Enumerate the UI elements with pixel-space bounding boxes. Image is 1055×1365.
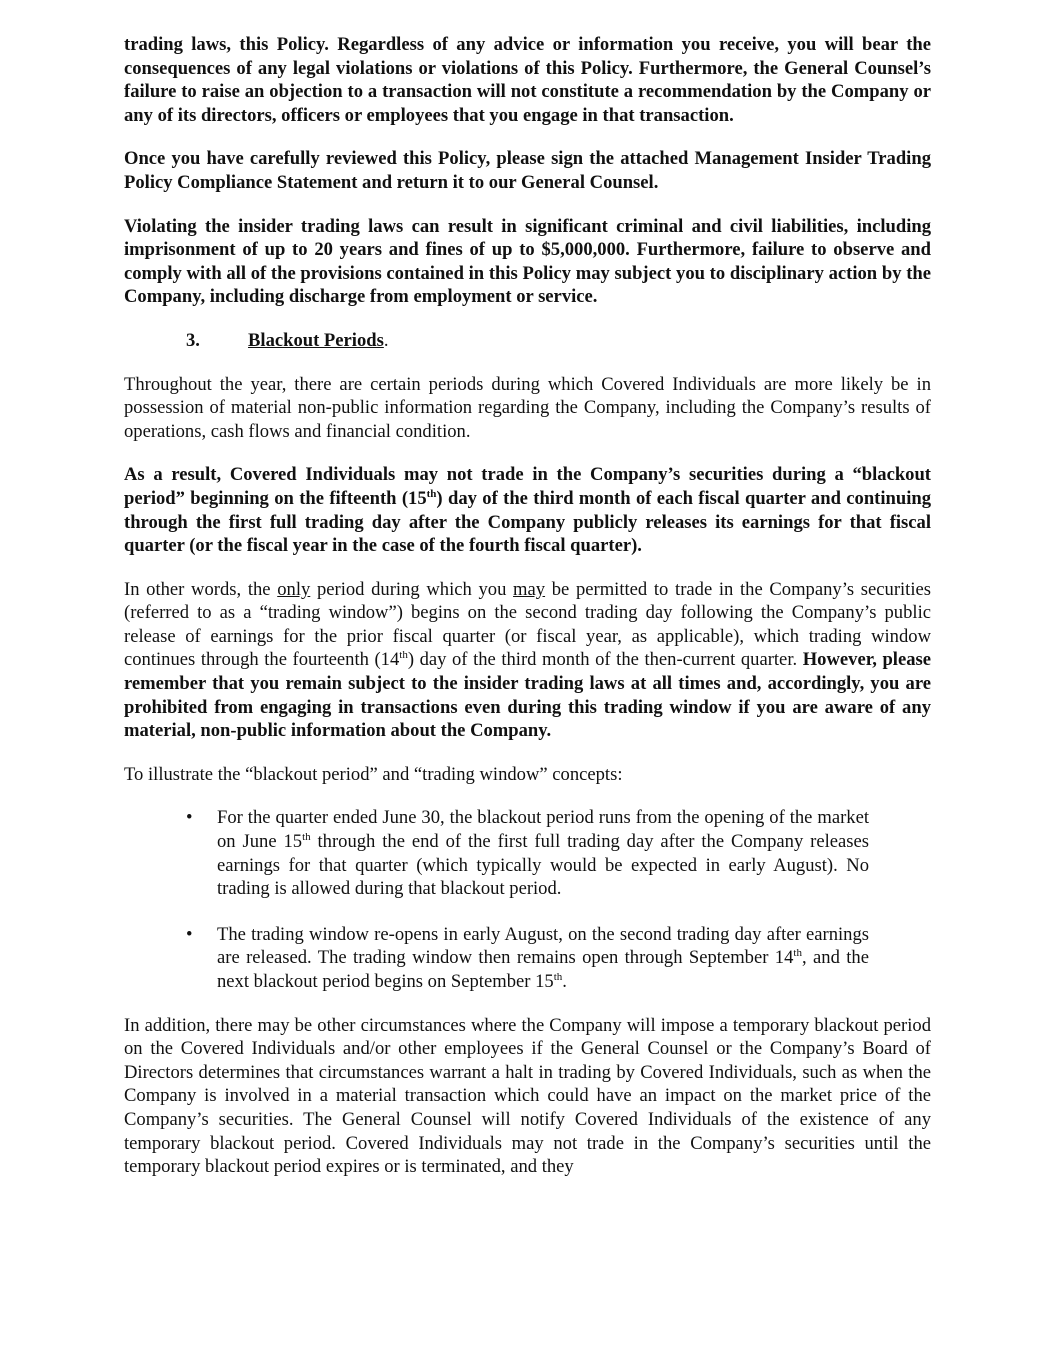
underlined-word-only: only	[277, 578, 311, 600]
paragraph-illustration-intro: To illustrate the “blackout period” and “trading window” concepts:	[124, 763, 623, 785]
text-run: ) day of the third month of the then-current quarter.	[407, 649, 803, 671]
text-run: In other words, the	[124, 578, 278, 600]
text-run: As a result, Covered Individuals may not trade in the Company’s securities during a “blackout period” beginning on the fifteenth (15	[124, 464, 931, 509]
paragraph-compliance-statement: Once you have carefully reviewed this Policy, please sign the attached Management Insider Trading Policy Compliance Statement and return it to our General Counsel.	[124, 148, 931, 193]
paragraph-trading-window	[124, 578, 931, 743]
superscript: th	[426, 487, 437, 500]
text-run: ) day of the third month of each fiscal quarter and continuing through the first full trading day after the Company publicly releases its earnings for that fiscal quarter (or the fiscal year in the case of the fourth fiscal quarter).	[124, 487, 932, 557]
paragraph-possession-periods: Throughout the year, there are certain periods during which Covered Individuals are more likely be in possession of material non-public information regarding the Company, including the Company’s results of operations, cash flows and financial condition.	[124, 373, 931, 442]
section-title: Blackout Periods	[248, 329, 384, 351]
paragraph-violation-penalties: Violating the insider trading laws can result in significant criminal and civil liabilities, including imprisonment of up to 20 years and fines of up to $5,000,000. Furthermore, failure to observe and comply with all of the provisions contained in this Policy may subject you to disciplinary action by the Company, including discharge from employment or service.	[124, 215, 931, 308]
text-run: .	[562, 971, 567, 992]
paragraph-blackout-definition	[124, 463, 931, 557]
superscript: th	[302, 830, 311, 843]
superscript: th	[553, 970, 563, 983]
section-title-period: .	[383, 329, 389, 351]
illustration-bullet-list	[124, 806, 931, 993]
text-run: be permitted to trade in the Company’s securities (referred to as a “trading window”) begins on the second trading day following the Company’s public release of earnings for the prior fiscal quarter (or fiscal year, as applicable), which trading window continues through the fourteenth (14	[124, 578, 931, 671]
text-run: , and the next blackout period begins on September 15	[217, 947, 869, 992]
superscript: th	[793, 947, 802, 960]
bullet-icon: •	[186, 807, 193, 829]
paragraph-temporary-blackout: In addition, there may be other circumstances where the Company will impose a temporary blackout period on the Covered Individuals and/or other employees if the General Counsel or the Company’s Board of Directors determines that circumstances warrant a halt in trading by Covered Individuals, such as when the Company is involved in a material transaction which could have an impact on the market price of the Company’s securities. The General Counsel will notify Covered Individuals of the existence of any temporary blackout period. Covered Individuals may not trade in the Company’s securities until the temporary blackout period expires or is terminated, and they	[124, 1014, 931, 1178]
bullet-icon: •	[186, 923, 193, 945]
list-item	[124, 923, 869, 994]
paragraph-policy-consequences: trading laws, this Policy. Regardless of any advice or information you receive, you will bear the consequences of any legal violations or violations of this Policy. Furthermore, the General Counsel’s failure to raise an objection to a transaction will not constitute a recommendation by the Company or any of its directors, officers or employees that you engage in that transaction.	[124, 34, 931, 126]
section-heading-blackout-periods	[124, 329, 931, 353]
bold-warning-text: However, please remember that you remain subject to the insider trading laws at all times and, accordingly, you are prohibited from engaging in transactions even during this trading window if you are aware of any material, non-public information about the Company.	[124, 649, 931, 742]
superscript: th	[399, 649, 408, 662]
text-run: The trading window re-opens in early August, on the second trading day after earnings are released. The trading window then remains open through September 14	[217, 923, 869, 969]
section-number: 3.	[186, 329, 200, 351]
text-run: through the end of the first full trading day after the Company releases earnings for that quarter (which typically would be expected in early August). No trading is allowed during that blackout period.	[217, 831, 869, 900]
text-run: period during which you	[310, 578, 514, 600]
underlined-word-may: may	[513, 578, 546, 600]
list-item	[124, 806, 869, 900]
text-run: For the quarter ended June 30, the blackout period runs from the opening of the market on June 15	[217, 807, 869, 853]
